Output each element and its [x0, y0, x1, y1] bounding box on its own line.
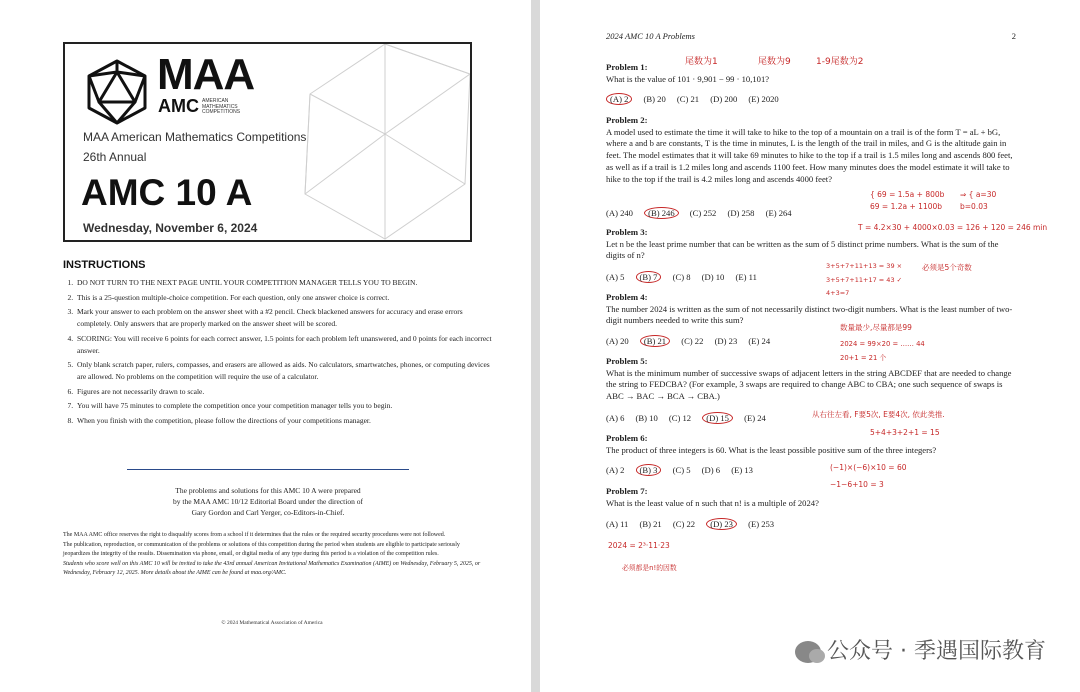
fine-print-paragraph: The publication, reproduction, or communication of the problems or solutions of this competition during the period when students are eligible to participate seriously jeopardizes the integrity of the results. Dissemination via phone, email, or digital media of any type during this period is a violation of the competition rules.	[63, 542, 460, 557]
handwritten-note: 2024 = 99×20 = …… 44	[840, 340, 925, 348]
cover-box	[63, 42, 472, 242]
choice: (D) 258	[727, 208, 755, 218]
choices-3	[606, 272, 766, 282]
editors-line: Gary Gordon and Carl Yerger, co-Editors-in-Chief.	[191, 508, 345, 517]
problem-2	[606, 115, 1018, 185]
problem-7	[606, 486, 1018, 509]
problem-label: Problem 2:	[606, 115, 648, 125]
wechat-icon	[795, 641, 821, 663]
choice: (D) 6	[701, 465, 721, 475]
icosahedron-decoration-icon	[290, 42, 472, 242]
choice: (B) 10	[635, 413, 658, 423]
problem-text: The number 2024 is written as the sum of not necessarily distinct two-digit numbers. What is the least number of two-digit numbers needed to write this sum?	[606, 303, 1013, 326]
choice: (E) 264	[765, 208, 792, 218]
choice: (A) 240	[606, 208, 633, 218]
choices-6	[606, 465, 762, 475]
choice: (C) 252	[689, 208, 717, 218]
handwritten-note: { 69 = 1.5a + 800b	[870, 190, 945, 199]
choice: (E) 253	[748, 519, 775, 529]
instruction-item: 4. SCORING: You will receive 6 points for each correct answer, 1.5 points for each problem left unanswered, and 0 points for each incorrect answer.	[75, 333, 493, 357]
handwritten-note: ⇒ { a=30	[960, 190, 997, 199]
choice: (B) 20	[643, 94, 666, 104]
choice: (D) 23	[714, 336, 738, 346]
problem-text: What is the least value of n such that n! is a multiple of 2024?	[606, 497, 819, 508]
handwritten-note: 3+5+7+11+17 = 43 ✓	[826, 276, 903, 284]
choice: (A) 6	[606, 413, 625, 423]
choice: (B) 21	[639, 519, 662, 529]
instruction-item: 7. You will have 75 minutes to complete the competition once your competition manager tells you to begin.	[75, 400, 493, 412]
problem-text: What is the minimum number of successive swaps of adjacent letters in the string ABCDEF that are needed to change the string to FEDCBA? (For example, 3 swaps are required to change ABC to CBA; one such sequence of swaps is ABC → BAC → BCA → CBA.)	[606, 367, 1012, 402]
problem-label: Problem 7:	[606, 486, 648, 496]
choice: (B) 3	[636, 464, 662, 476]
choice: (C) 21	[676, 94, 700, 104]
choice: (E) 2020	[748, 94, 779, 104]
problem-label: Problem 1:	[606, 62, 648, 72]
problem-6	[606, 433, 1018, 456]
handwritten-note: −1−6+10 = 3	[830, 480, 884, 489]
editors-line: by the MAA AMC 10/12 Editorial Board under the direction of	[173, 497, 363, 506]
handwritten-note: 4+3=7	[826, 289, 850, 297]
choice: (C) 12	[668, 413, 692, 423]
problem-text: The product of three integers is 60. What is the least possible positive sum of the three integers?	[606, 444, 937, 455]
handwritten-note: 1-9尾数为2	[816, 57, 864, 67]
choices-5	[606, 413, 775, 423]
choice: (E) 11	[735, 272, 757, 282]
handwritten-note: 69 = 1.2a + 1100b	[870, 202, 943, 211]
problem-label: Problem 5:	[606, 356, 648, 366]
problem-label: Problem 6:	[606, 433, 648, 443]
choice: (C) 5	[672, 465, 691, 475]
editors-line: The problems and solutions for this AMC 10 A were prepared	[175, 486, 361, 495]
maa-logo-icon	[83, 58, 151, 126]
aime-note: Students who score well on this AMC 10 will be invited to take the 43rd annual American Invitational Mathematics Examination (AIME) on Wednesday, February 5, 2025, or Wednesday, February 12, 2025. More details about the AIME can be found at maa.org/AMC.	[63, 561, 481, 576]
handwritten-note: 3+5+7+11+13 = 39 ×	[826, 262, 903, 270]
problem-4	[606, 292, 1018, 327]
handwritten-note: 2024 = 2³·11·23	[608, 541, 670, 550]
running-head: 2024 AMC 10 A Problems	[606, 31, 695, 41]
problem-5	[606, 356, 1018, 403]
choice: (D) 23	[706, 518, 737, 530]
channel-name: 公众号 · 季遇国际教育	[827, 639, 1046, 664]
choices-1	[606, 94, 788, 104]
handwritten-note: b=0.03	[960, 202, 988, 211]
handwritten-note: 尾数为9	[758, 57, 791, 67]
choices-2	[606, 208, 801, 218]
instruction-item: 5. Only blank scratch paper, rulers, compasses, and erasers are allowed as aids. No calculators, smartwatches, phones, or computing devices are allowed. No problems on the competition will require the use of a calculator.	[75, 359, 493, 383]
handwritten-note: 数量最少,尽量都是99	[840, 323, 912, 332]
copyright: © 2024 Mathematical Association of America	[221, 620, 323, 626]
instructions-heading: INSTRUCTIONS	[63, 259, 146, 271]
maa-wordmark: MAA	[157, 50, 255, 99]
choice: (C) 22	[681, 336, 704, 346]
choice: (A) 20	[606, 336, 629, 346]
choice: (A) 2	[606, 465, 625, 475]
problem-1	[606, 62, 1018, 85]
problem-text: A model used to estimate the time it will take to hike to the top of a mountain on a trail is of the form T = aL + bG, where a and b are constants, T is the time in minutes, L is the length of the trail in miles, and G is the altitude gain in feet. The model estimates that it will take 69 minutes to hike to the top if a trail is 1.5 miles long and ascends 800 feet, as well as if a trail is 1.2 miles long and ascends 1100 feet. How many minutes does the model estimate it will take to hike to the top if the trail is 4.2 miles long and ascends 4000 feet?	[606, 126, 1013, 184]
problem-text: Let n be the least prime number that can be written as the sum of 5 distinct prime numbers. What is the sum of the digits of n?	[606, 238, 999, 261]
choice: (C) 22	[672, 519, 696, 529]
choices-4	[606, 336, 779, 346]
problem-label: Problem 4:	[606, 292, 648, 302]
cover-title: AMC 10 A	[81, 172, 253, 213]
instruction-item: 8. When you finish with the competition, please follow the directions of your competitions manager.	[75, 415, 493, 427]
choice: (B) 21	[640, 335, 670, 347]
page-number: 2	[1011, 31, 1016, 41]
problems-page	[540, 0, 1080, 692]
handwritten-note: 必须是5个奇数	[922, 263, 972, 272]
choice: (D) 10	[701, 272, 725, 282]
choice: (A) 11	[606, 519, 629, 529]
cover-page	[0, 0, 531, 692]
cover-edition: 26th Annual	[83, 150, 147, 164]
instruction-item: 3. Mark your answer to each problem on the answer sheet with a #2 pencil. Check blackened answers for accuracy and erase errors completely. Only answers that are properly marked on the answer sheet will be scored.	[75, 306, 493, 330]
choice: (D) 200	[710, 94, 738, 104]
choice: (E) 24	[748, 336, 771, 346]
choice: (D) 15	[702, 412, 733, 424]
cover-subtitle: MAA American Mathematics Competitions	[83, 130, 307, 144]
editors-credit	[120, 485, 416, 518]
handwritten-note: 20+1 = 21 个	[840, 354, 887, 362]
choice: (B) 7	[636, 271, 662, 283]
fine-print-paragraph: The MAA AMC office reserves the right to disqualify scores from a school if it determines that the rules or the required security procedures were not followed.	[63, 532, 446, 538]
problem-3	[606, 227, 1018, 262]
choice: (C) 8	[672, 272, 691, 282]
instruction-item: 1. DO NOT TURN TO THE NEXT PAGE UNTIL YOUR COMPETITION MANAGER TELLS YOU TO BEGIN.	[75, 277, 493, 289]
problem-label: Problem 3:	[606, 227, 648, 237]
handwritten-note: T = 4.2×30 + 4000×0.03 = 126 + 120 = 246 min	[858, 223, 1048, 232]
instruction-item: 6. Figures are not necessarily drawn to scale.	[75, 386, 493, 398]
cover-date: Wednesday, November 6, 2024	[83, 221, 258, 235]
instruction-item: 2. This is a 25-question multiple-choice competition. For each question, only one answer choice is correct.	[75, 292, 493, 304]
choice: (E) 13	[731, 465, 753, 475]
problem-text: What is the value of 101 · 9,901 − 99 · 10,101?	[606, 73, 770, 84]
handwritten-note: 尾数为1	[685, 57, 718, 67]
channel-watermark	[795, 634, 1046, 665]
amc-wordmark: AMC	[158, 96, 199, 116]
choice: (B) 246	[644, 207, 679, 219]
choice: (E) 24	[744, 413, 766, 423]
choice: (A) 2	[606, 93, 632, 105]
handwritten-note: 从右往左看, F要5次, E要4次, 依此类推.	[812, 410, 945, 419]
handwritten-note: 必须都是n!的因数	[622, 564, 677, 572]
divider	[127, 469, 409, 470]
choices-7	[606, 519, 783, 529]
amc-wordmark-sub: AMERICAN MATHEMATICS COMPETITIONS	[202, 98, 241, 115]
instructions-list	[63, 277, 493, 429]
fine-print	[63, 531, 481, 579]
handwritten-note: (−1)×(−6)×10 = 60	[830, 463, 907, 472]
handwritten-note: 5+4+3+2+1 = 15	[870, 428, 940, 437]
choice: (A) 5	[606, 272, 625, 282]
